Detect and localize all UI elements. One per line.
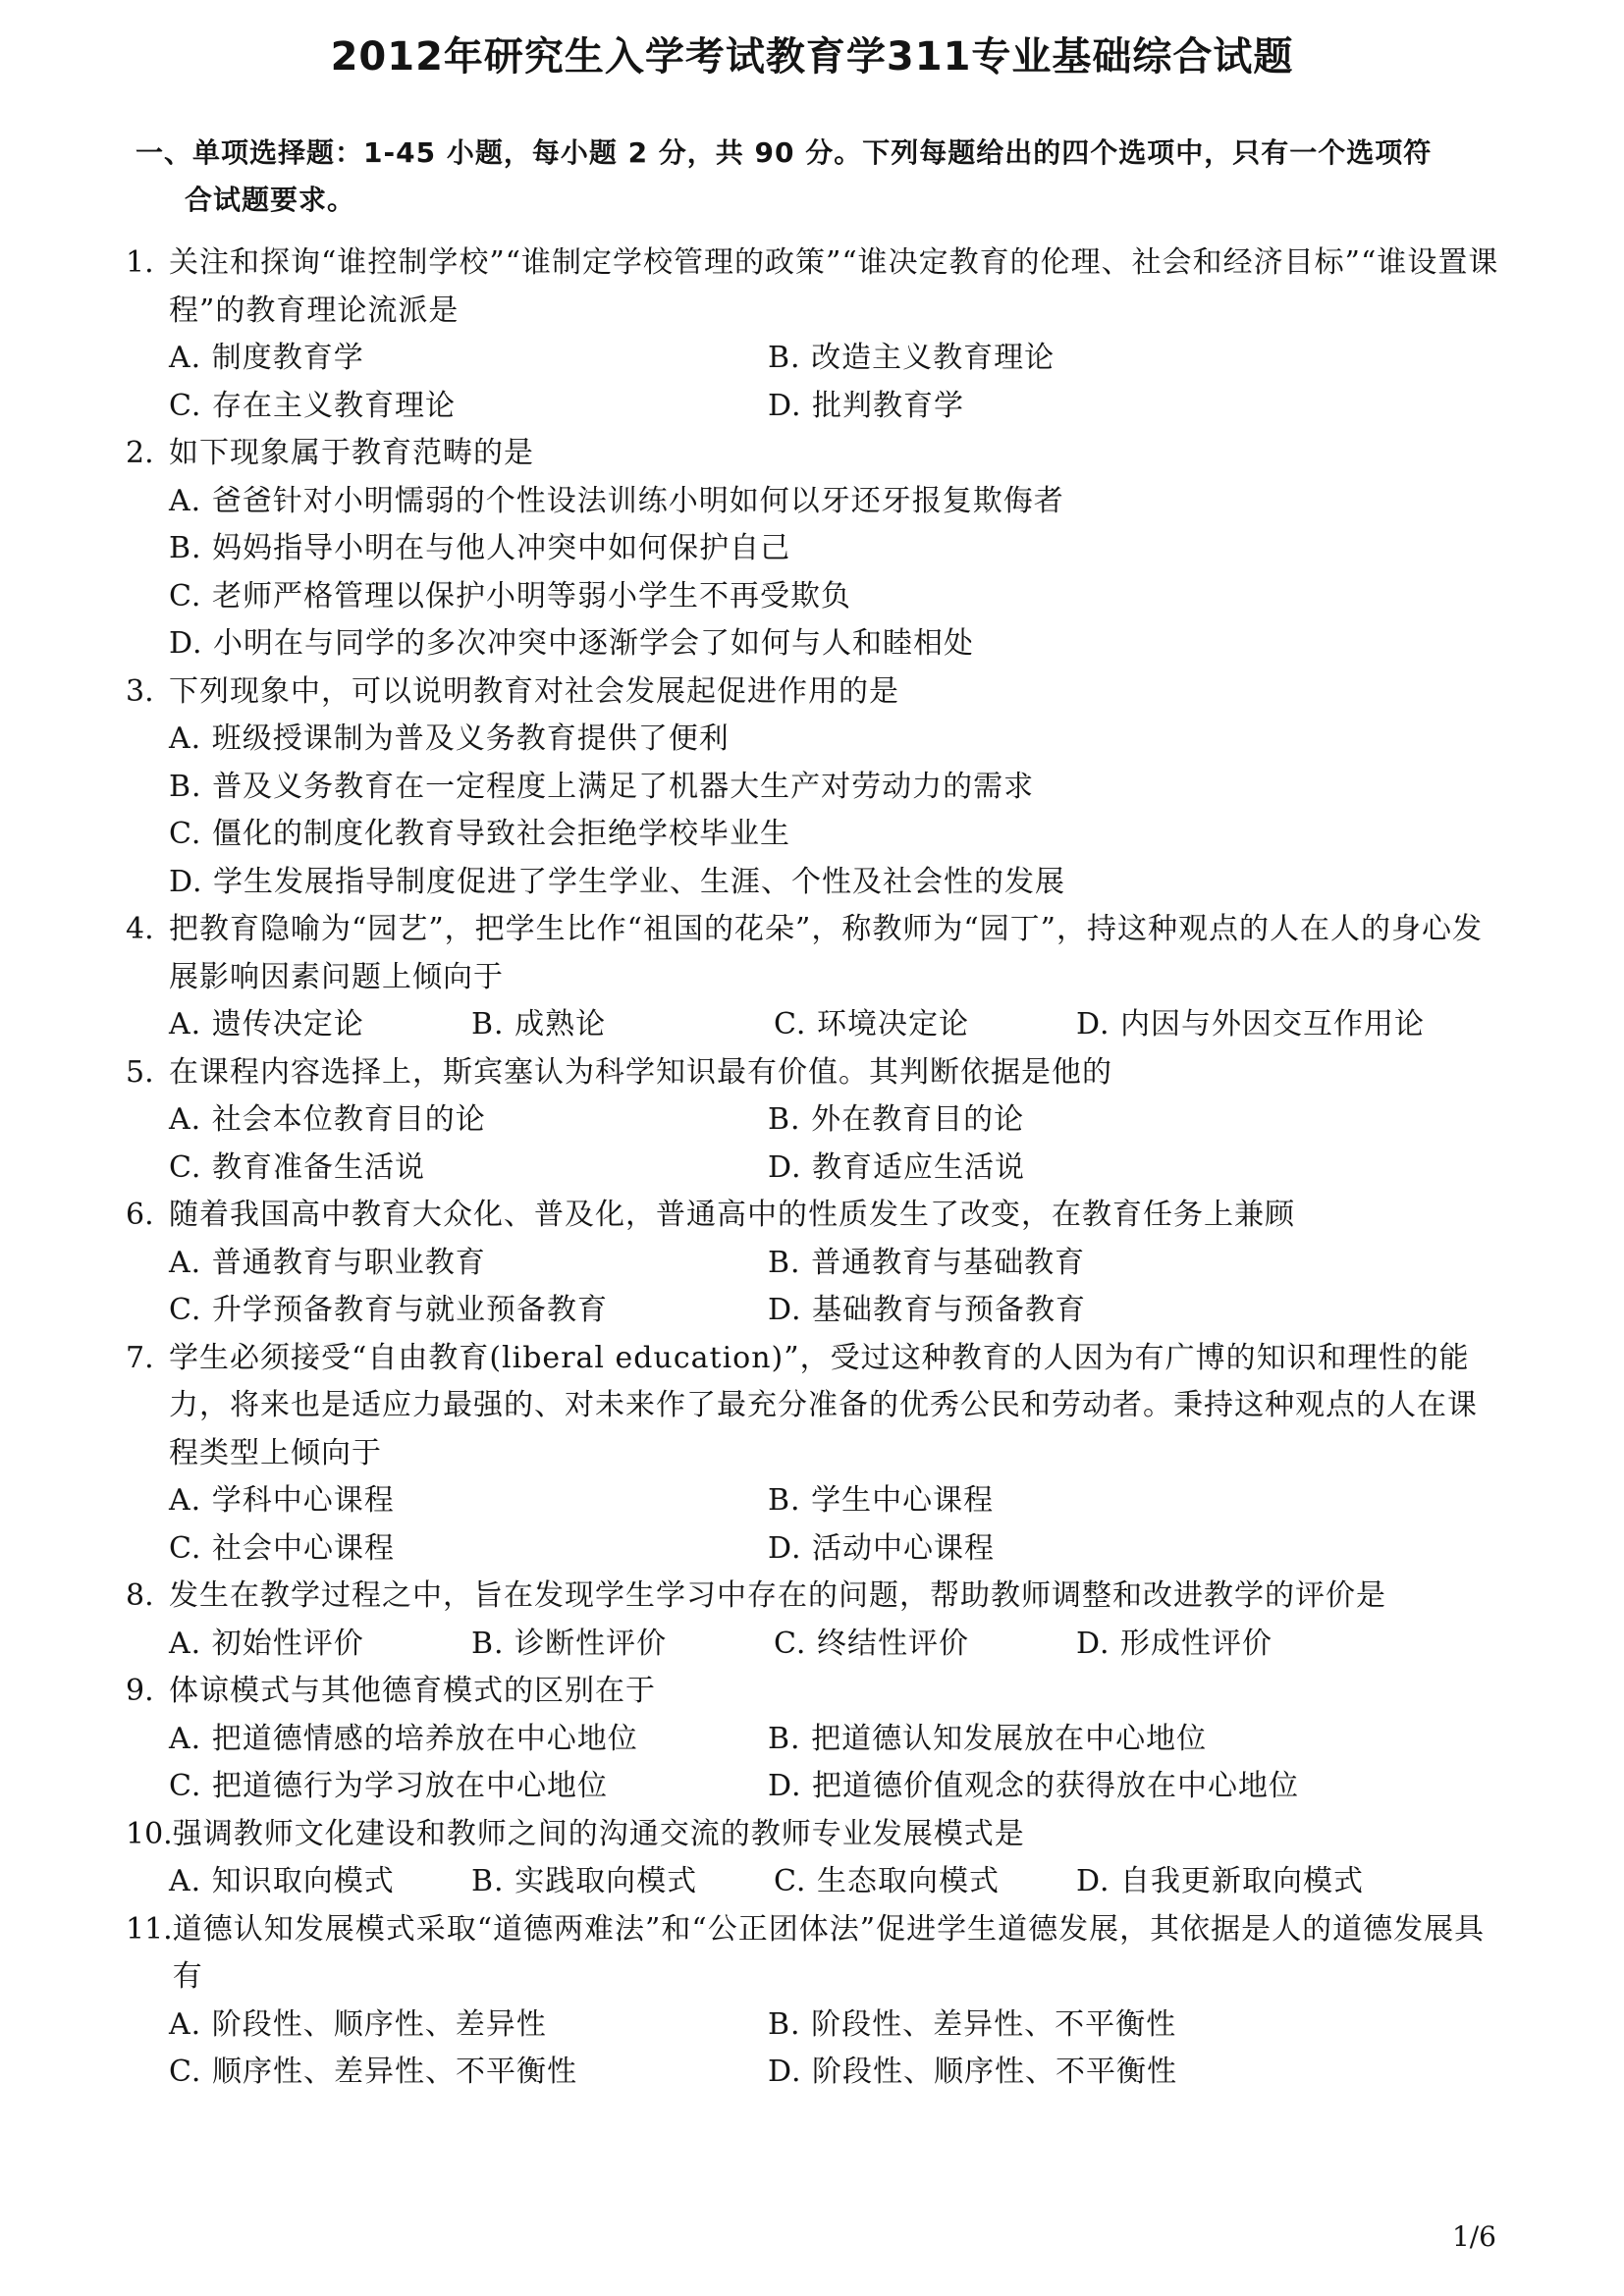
question-text: 随着我国高中教育大众化、普及化，普通高中的性质发生了改变，在教育任务上兼顾 (169, 1198, 1295, 1232)
option-b: B. 诊断性评价 (471, 1626, 668, 1661)
option-group (126, 1096, 1500, 1192)
option-a: A. 阶段性、顺序性、差异性 (169, 2006, 547, 2042)
option-d: D. 教育适应生活说 (768, 1149, 1026, 1185)
question-text: 学生必须接受“自由教育(liberal education)”，受过这种教育的人因为有广博的知识和理性的能力，将来也是适应力最强的、对未来作了最充分准备的优秀公民和劳动者。秉持这种观点的人在课程类型上倾向于 (169, 1340, 1478, 1470)
option-d: D. 把道德价值观念的获得放在中心地位 (768, 1769, 1300, 1803)
option-b: B. 把道德认知发展放在中心地位 (768, 1721, 1208, 1756)
option-c: C. 僵化的制度化教育导致社会拒绝学校毕业生 (169, 817, 790, 851)
option-group (126, 2002, 1500, 2097)
option-group (126, 1477, 1500, 1573)
question-stem (126, 430, 1500, 478)
option-a: A. 知识取向模式 (169, 1864, 395, 1898)
option-group (126, 1001, 1500, 1049)
question-number: 10. (126, 1816, 173, 1851)
question-text: 把教育隐喻为“园艺”，把学生比作“祖国的花朵”，称教师为“园丁”，持这种观点的人在人的身心发展影响因素问题上倾向于 (169, 912, 1484, 994)
question-text: 发生在教学过程之中，旨在发现学生学习中存在的问题，帮助教师调整和改进教学的评价是 (169, 1578, 1386, 1613)
option-group (126, 1621, 1500, 1669)
option-group (126, 1240, 1500, 1335)
page-number: 1/6 (1451, 2220, 1496, 2253)
option-c: C. 生态取向模式 (774, 1864, 1000, 1898)
question-item (126, 240, 1500, 430)
option-a: A. 遗传决定论 (169, 1007, 364, 1041)
question-number: 11. (126, 1911, 173, 1947)
question-list (126, 240, 1500, 2097)
option-d: D. 基础教育与预备教育 (768, 1293, 1087, 1327)
question-text: 关注和探询“谁控制学校”“谁制定学校管理的政策”“谁决定教育的伦理、社会和经济目标”“谁设置课程”的教育理论流派是 (169, 245, 1499, 328)
question-text: 道德认知发展模式采取“道德两难法”和“公正团体法”促进学生道德发展，其依据是人的道德发展具有 (172, 1911, 1486, 1994)
option-d: D. 形成性评价 (1076, 1626, 1273, 1661)
question-stem (126, 1049, 1500, 1097)
option-a: A. 爸爸针对小明懦弱的个性设法训练小明如何以牙还牙报复欺侮者 (169, 483, 1064, 518)
question-stem (126, 668, 1500, 717)
option-group (126, 1858, 1500, 1906)
option-b: B. 普及义务教育在一定程度上满足了机器大生产对劳动力的需求 (169, 769, 1035, 804)
question-number: 3. (126, 673, 154, 709)
option-d: D. 阶段性、顺序性、不平衡性 (768, 2055, 1178, 2089)
option-b: B. 妈妈指导小明在与他人冲突中如何保护自己 (169, 531, 791, 565)
question-text: 下列现象中，可以说明教育对社会发展起促进作用的是 (169, 673, 899, 709)
question-number: 4. (126, 912, 154, 946)
option-c: C. 升学预备教育与就业预备教育 (169, 1293, 608, 1327)
section-heading (135, 130, 1490, 224)
question-item (126, 1811, 1500, 1906)
option-b: B. 实践取向模式 (471, 1864, 698, 1898)
option-d: D. 内因与外因交互作用论 (1076, 1007, 1426, 1041)
option-d: D. 小明在与同学的多次冲突中逐渐学会了如何与人和睦相处 (169, 626, 975, 661)
option-c: C. 顺序性、差异性、不平衡性 (169, 2055, 577, 2089)
option-group (126, 478, 1500, 668)
question-number: 7. (126, 1340, 154, 1375)
option-b: B. 成熟论 (471, 1007, 607, 1041)
question-number: 2. (126, 436, 154, 470)
question-stem (126, 1335, 1500, 1478)
question-text: 如下现象属于教育范畴的是 (169, 436, 534, 470)
question-number: 6. (126, 1198, 154, 1232)
option-d: D. 自我更新取向模式 (1076, 1864, 1365, 1898)
option-c: C. 老师严格管理以保护小明等弱小学生不再受欺负 (169, 578, 851, 614)
question-text: 强调教师文化建设和教师之间的沟通交流的教师专业发展模式是 (172, 1816, 1025, 1851)
question-item (126, 1192, 1500, 1335)
question-number: 1. (126, 245, 154, 280)
option-b: B. 阶段性、差异性、不平衡性 (768, 2006, 1177, 2042)
question-number: 8. (126, 1578, 154, 1613)
option-b: B. 普通教育与基础教育 (768, 1245, 1086, 1280)
option-d: D. 活动中心课程 (768, 1530, 996, 1566)
option-c: C. 社会中心课程 (169, 1530, 395, 1566)
page-title: 2012年研究生入学考试教育学311专业基础综合试题 (330, 34, 1294, 80)
question-text: 在课程内容选择上，斯宾塞认为科学知识最有价值。其判断依据是他的 (169, 1054, 1112, 1090)
option-c: C. 教育准备生活说 (169, 1149, 425, 1185)
question-item (126, 1906, 1500, 2097)
question-item (126, 430, 1500, 668)
option-a: A. 学科中心课程 (169, 1483, 395, 1518)
question-item (126, 1335, 1500, 1574)
question-item (126, 906, 1500, 1049)
option-group (126, 1716, 1500, 1811)
question-stem (126, 1811, 1500, 1859)
option-c: C. 环境决定论 (774, 1007, 969, 1041)
option-c: C. 把道德行为学习放在中心地位 (169, 1769, 608, 1803)
question-item (126, 1573, 1500, 1668)
option-a: A. 把道德情感的培养放在中心地位 (169, 1721, 638, 1756)
section-heading-line1: 一、单项选择题：1-45 小题，每小题 2 分，共 90 分。下列每题给出的四个选项中，只有一个选项符 (135, 136, 1433, 169)
question-text: 体谅模式与其他德育模式的区别在于 (169, 1674, 656, 1708)
option-a: A. 社会本位教育目的论 (169, 1102, 486, 1137)
option-a: A. 班级授课制为普及义务教育提供了便利 (169, 721, 730, 756)
option-group (126, 716, 1500, 906)
question-stem (126, 1906, 1500, 2002)
option-group (126, 335, 1500, 430)
question-item (126, 668, 1500, 907)
question-stem (126, 1573, 1500, 1621)
option-d: D. 批判教育学 (768, 388, 965, 423)
question-stem (126, 1192, 1500, 1240)
question-number: 5. (126, 1054, 154, 1090)
option-b: B. 学生中心课程 (768, 1483, 995, 1518)
question-stem (126, 1668, 1500, 1716)
question-item (126, 1668, 1500, 1811)
option-c: C. 终结性评价 (774, 1626, 969, 1661)
question-stem (126, 906, 1500, 1001)
question-number: 9. (126, 1674, 154, 1708)
question-stem (126, 240, 1500, 335)
option-b: B. 改造主义教育理论 (768, 341, 1056, 375)
option-b: B. 外在教育目的论 (768, 1102, 1025, 1137)
option-a: A. 初始性评价 (169, 1626, 364, 1661)
option-a: A. 制度教育学 (169, 341, 364, 375)
section-heading-line2: 合试题要求。 (185, 184, 356, 216)
option-c: C. 存在主义教育理论 (169, 388, 456, 423)
option-d: D. 学生发展指导制度促进了学生学业、生涯、个性及社会性的发展 (169, 864, 1066, 899)
option-a: A. 普通教育与职业教育 (169, 1245, 486, 1280)
question-item (126, 1049, 1500, 1193)
